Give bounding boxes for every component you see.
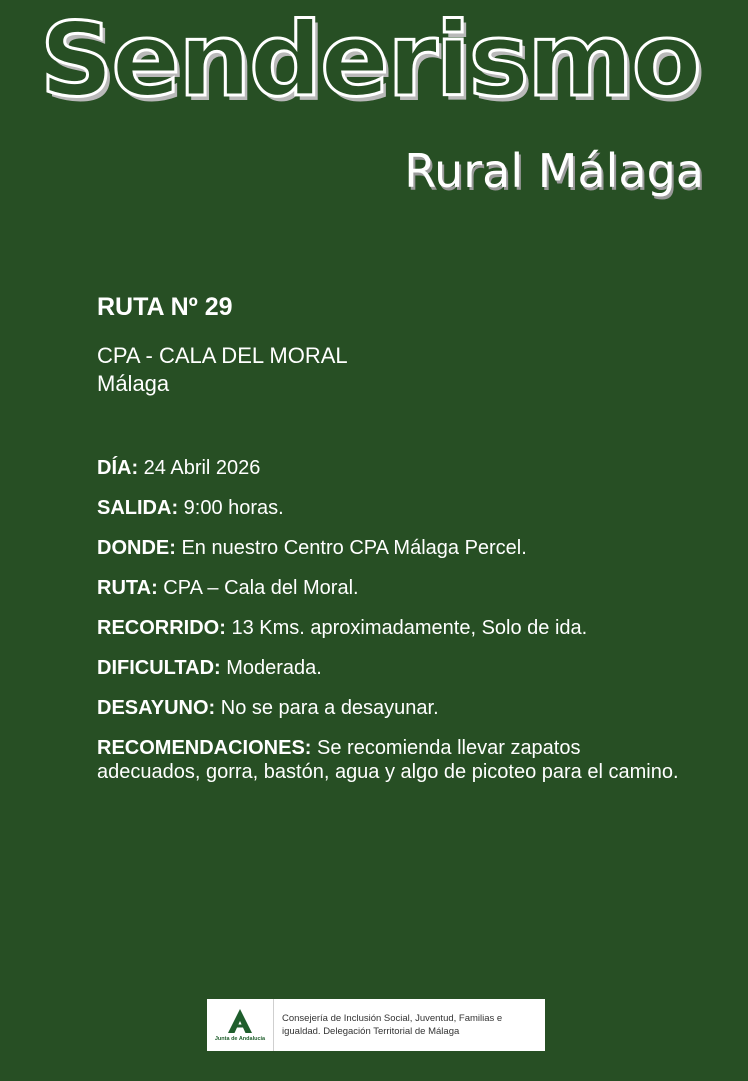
detail-label: RECORRIDO: xyxy=(97,617,226,639)
detail-label: RECOMENDACIONES: xyxy=(97,737,312,759)
junta-andalucia-icon xyxy=(227,1008,253,1034)
detail-value: 13 Kms. aproximadamente, Solo de ida. xyxy=(225,617,588,639)
detail-label: DESAYUNO: xyxy=(97,697,216,719)
route-info xyxy=(97,292,697,398)
detail-value: 9:00 horas. xyxy=(178,497,284,519)
footer-logo-box xyxy=(207,999,545,1051)
detail-salida xyxy=(97,496,687,520)
junta-logo-text: Junta de Andalucía xyxy=(214,1036,266,1042)
poster-subtitle: Rural Málaga xyxy=(404,144,704,198)
poster-title: Senderismo xyxy=(40,1,700,120)
detail-recomendaciones xyxy=(97,736,687,784)
detail-donde xyxy=(97,536,687,560)
route-number: RUTA Nº 29 xyxy=(97,293,233,321)
route-name: CPA - CALA DEL MORAL xyxy=(97,343,348,368)
detail-ruta xyxy=(97,576,687,600)
junta-logo xyxy=(207,999,274,1051)
consejeria-text: Consejería de Inclusión Social, Juventud, Familias e igualdad. Delegación Territorial de Málaga xyxy=(282,1013,503,1037)
detail-value: Se recomienda llevar zapatos adecuados, gorra, bastón, agua y algo de picoteo para el camino. xyxy=(97,737,679,783)
detail-label: DÍA: xyxy=(97,457,139,479)
detail-label: SALIDA: xyxy=(97,497,179,519)
detail-dia xyxy=(97,456,687,480)
detail-recorrido xyxy=(97,616,687,640)
detail-value: CPA – Cala del Moral. xyxy=(157,577,359,599)
detail-value: 24 Abril 2026 xyxy=(138,457,261,479)
detail-dificultad xyxy=(97,656,687,680)
route-details xyxy=(97,456,687,800)
detail-value: Moderada. xyxy=(220,657,322,679)
detail-label: RUTA: xyxy=(97,577,158,599)
detail-desayuno xyxy=(97,696,687,720)
detail-label: DIFICULTAD: xyxy=(97,657,221,679)
route-city: Málaga xyxy=(97,371,170,396)
detail-label: DONDE: xyxy=(97,537,176,559)
detail-value: No se para a desayunar. xyxy=(215,697,439,719)
detail-value: En nuestro Centro CPA Málaga Percel. xyxy=(175,537,527,559)
